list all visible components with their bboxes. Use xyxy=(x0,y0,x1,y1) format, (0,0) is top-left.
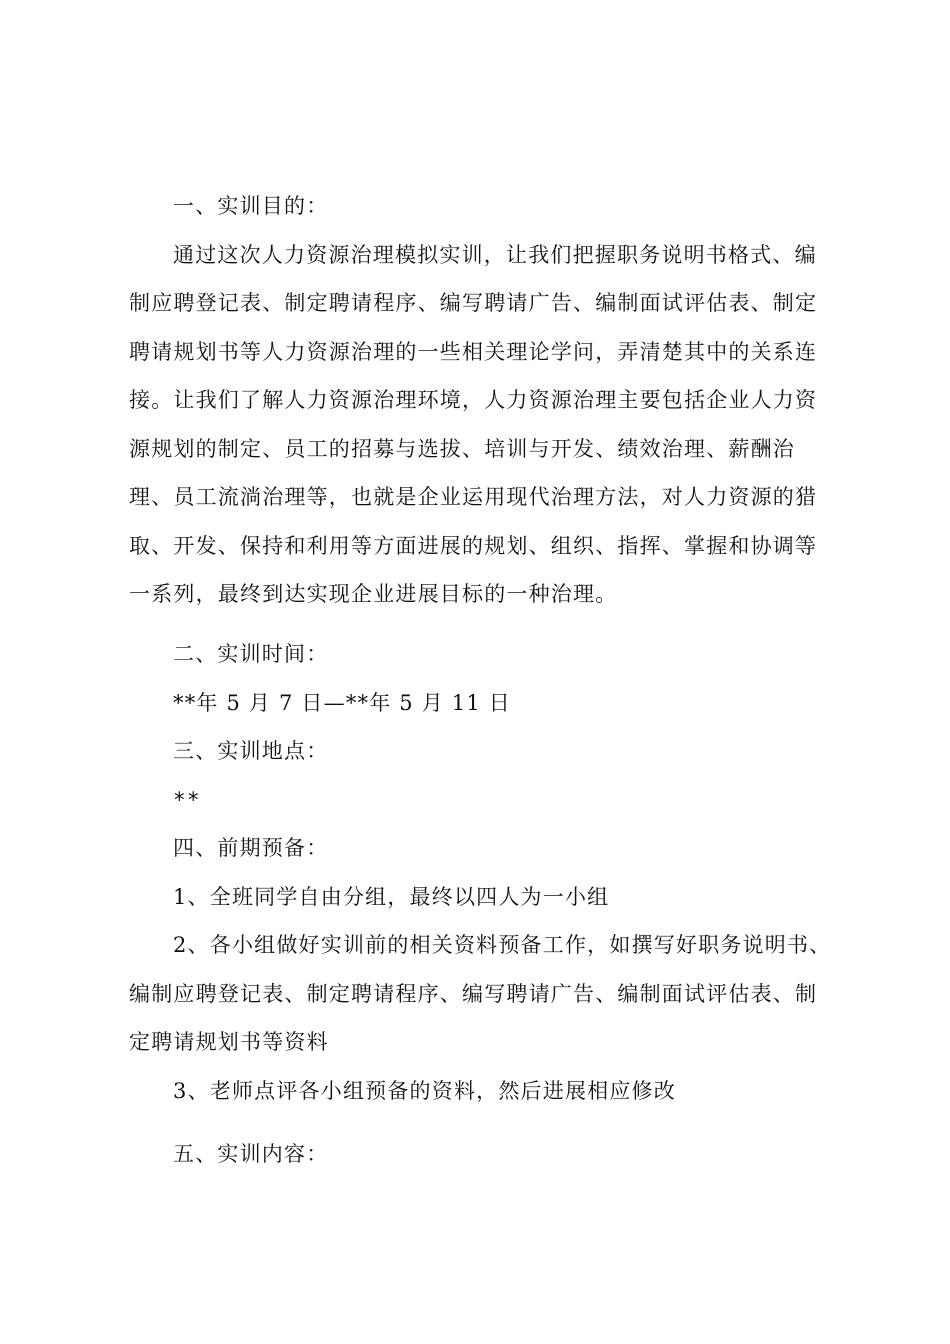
section-2 xyxy=(129,630,831,727)
section-4-heading: 四、前期预备： xyxy=(173,836,329,860)
section-2-heading: 二、实训时间： xyxy=(173,642,329,666)
paragraph-line: 通过这次人力资源治理模拟实训，让我们把握职务说明书格式、编 xyxy=(173,242,817,267)
section-1-heading: 一、实训目的： xyxy=(173,194,329,218)
list-item: 2、各小组做好实训前的相关资料预备工作，如撰写好职务说明书、 xyxy=(173,933,832,957)
training-time-value: **年 5 月 7 日—**年 5 月 11 日 xyxy=(173,690,512,715)
paragraph-line: 理、员工流淌治理等，也就是企业运用现代治理方法，对人力资源的猎 xyxy=(129,485,818,509)
list-item: 3、老师点评各小组预备的资料，然后进展相应修改 xyxy=(173,1078,676,1103)
training-location-value: ** xyxy=(173,787,201,812)
paragraph-line: 接。让我们了解人力资源治理环境，人力资源治理主要包括企业人力资 xyxy=(129,388,818,412)
list-item-continued: 编制应聘登记表、制定聘请程序、编写聘请广告、编制面试评估表、制 xyxy=(129,981,818,1006)
section-4 xyxy=(129,824,831,1115)
section-5 xyxy=(129,1130,831,1179)
paragraph-line: 聘请规划书等人力资源治理的一些相关理论学问，弄清楚其中的关系连 xyxy=(129,339,818,364)
paragraph-line: 一系列，最终到达实现企业进展目标的一种治理。 xyxy=(129,582,618,606)
section-1 xyxy=(129,182,831,619)
section-5-heading: 五、实训内容： xyxy=(173,1142,329,1166)
section-3-heading: 三、实训地点： xyxy=(173,739,329,763)
list-item-continued: 定聘请规划书等资料 xyxy=(129,1030,329,1054)
section-3 xyxy=(129,727,831,824)
paragraph-line: 制应聘登记表、制定聘请程序、编写聘请广告、编制面试评估表、制定 xyxy=(129,291,818,315)
paragraph-line: 源规划的制定、员工的招募与选拔、培训与开发、绩效治理、薪酬治 xyxy=(129,436,795,461)
list-item: 1、全班同学自由分组，最终以四人为一小组 xyxy=(173,884,610,909)
paragraph-line: 取、开发、保持和利用等方面进展的规划、组织、指挥、掌握和协调等 xyxy=(129,533,818,558)
